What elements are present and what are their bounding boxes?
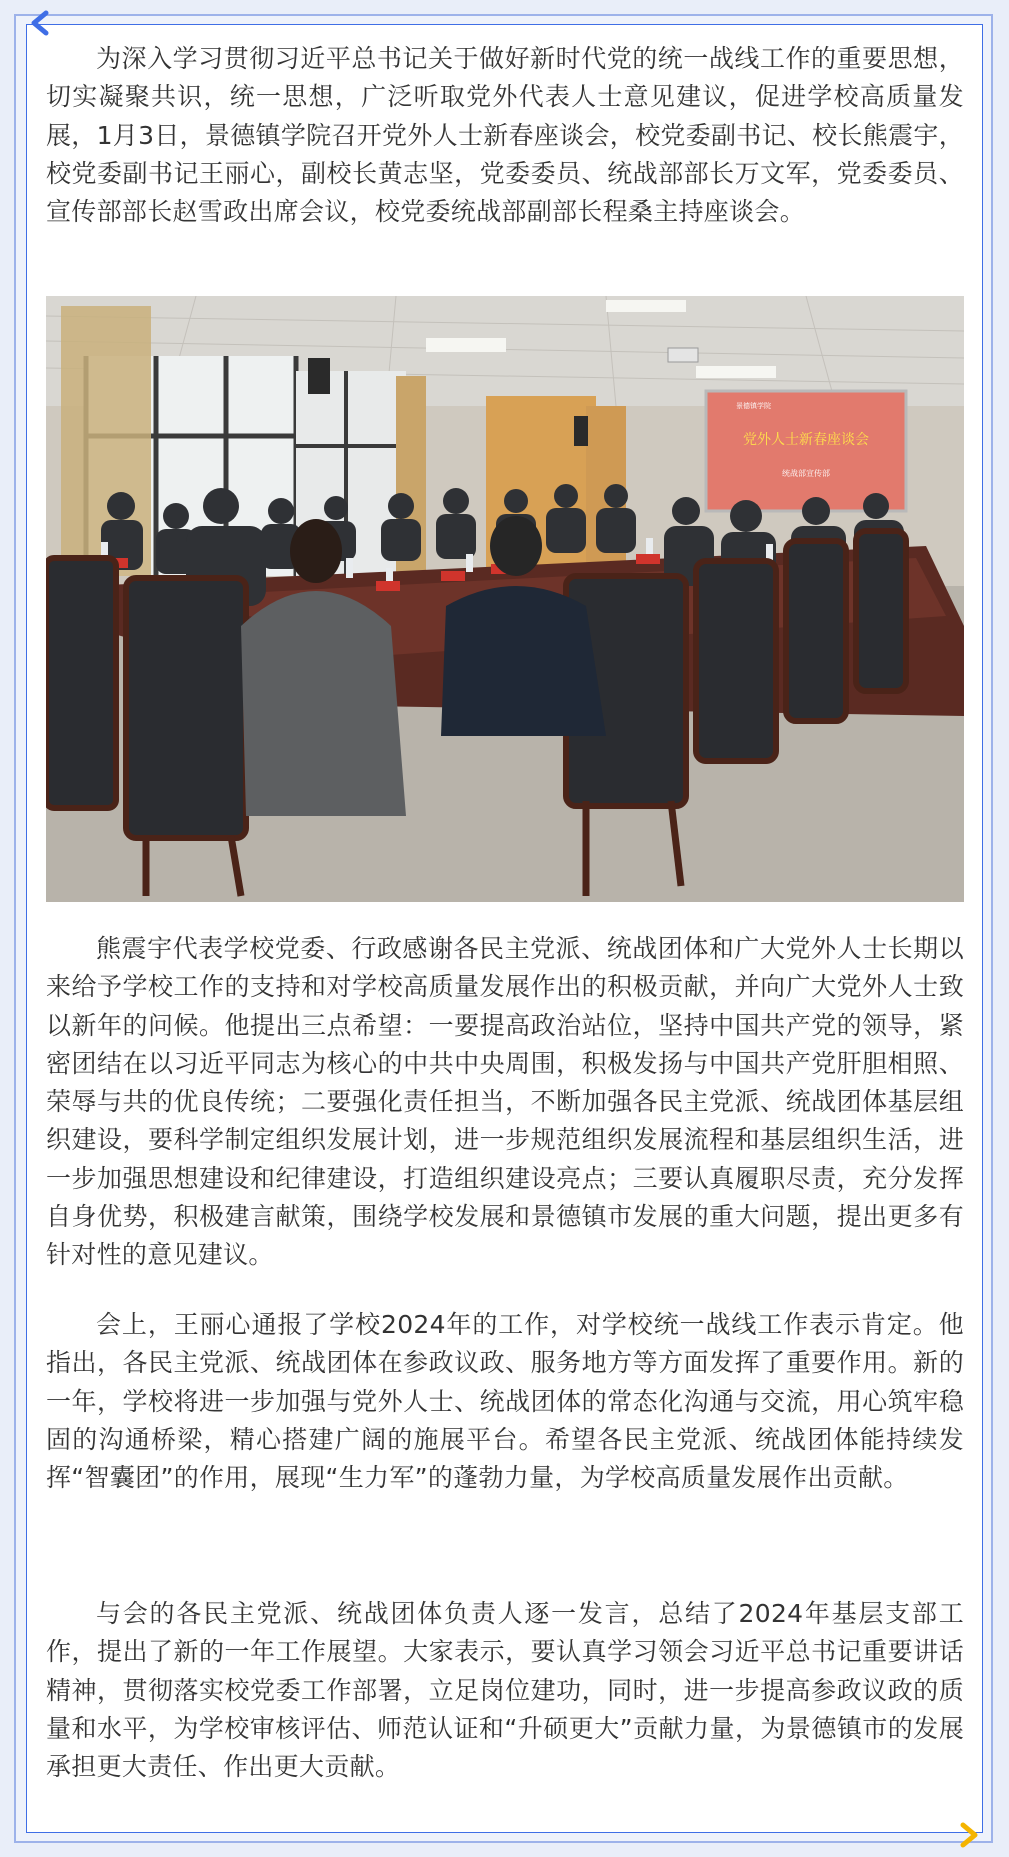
screen-header: 景德镇学院 [736, 402, 771, 410]
screen-subtitle: 统战部宣传部 [782, 469, 830, 478]
chevron-left-icon [26, 10, 52, 36]
paragraph-principal-remarks: 熊震宇代表学校党委、行政感谢各民主党派、统战团体和广大党外人士长期以来给予学校工作的支持和对学校高质量发展作出的积极贡献，并向广大党外人士致以新年的问候。他提出三点希望：一要提高政治站位，坚持中国共产党的领导，紧密团结在以习近平同志为核心的中共中央周围，积极发扬与中国共产党肝胆相照、荣辱与共的优良传统；二要强化责任担当，不断加强各民主党派、统战团体基层组织建设，要科学制定组织发展计划，进一步规范组织发展流程和基层组织生活，进一步加强思想建设和纪律建设，打造组织建设亮点；三要认真履职尽责，充分发挥自身优势，积极建言献策，围绕学校发展和景德镇市发展的重大问题，提出更多有针对性的意见建议。 [46, 934, 964, 1270]
chevron-right-icon [957, 1822, 983, 1848]
meeting-photo [46, 296, 964, 902]
paragraph-intro: 为深入学习贯彻习近平总书记关于做好新时代党的统一战线工作的重要思想，切实凝聚共识，统一思想，广泛听取党外代表人士意见建议，促进学校高质量发展，1月3日，景德镇学院召开党外人士新春座谈会，校党委副书记、校长熊震宇，校党委副书记王丽心，副校长黄志坚，党委委员、统战部部长万文军，党委委员、宣传部部长赵雪政出席会议，校党委统战部副部长程桑主持座谈会。 [46, 44, 964, 227]
paragraph-work-report: 会上，王丽心通报了学校2024年的工作，对学校统一战线工作表示肯定。他指出，各民主党派、统战团体在参政议政、服务地方等方面发挥了重要作用。新的一年，学校将进一步加强与党外人士、统战团体的常态化沟通与交流，用心筑牢稳固的沟通桥梁，精心搭建广阔的施展平台。希望各民主党派、统战团体能持续发挥“智囊团”的作用，展现“生力军”的蓬勃力量，为学校高质量发展作出贡献。 [46, 1310, 964, 1493]
screen-title: 党外人士新春座谈会 [743, 432, 869, 448]
meeting-photo-illustration [46, 296, 964, 902]
paragraph-discussion: 与会的各民主党派、统战团体负责人逐一发言，总结了2024年基层支部工作，提出了新的一年工作展望。大家表示，要认真学习领会习近平总书记重要讲话精神，贯彻落实校党委工作部署，立足岗位建功，同时，进一步提高参政议政的质量和水平，为学校审核评估、师范认证和“升硕更大”贡献力量，为景德镇市的发展承担更大责任、作出更大贡献。 [46, 1599, 964, 1782]
